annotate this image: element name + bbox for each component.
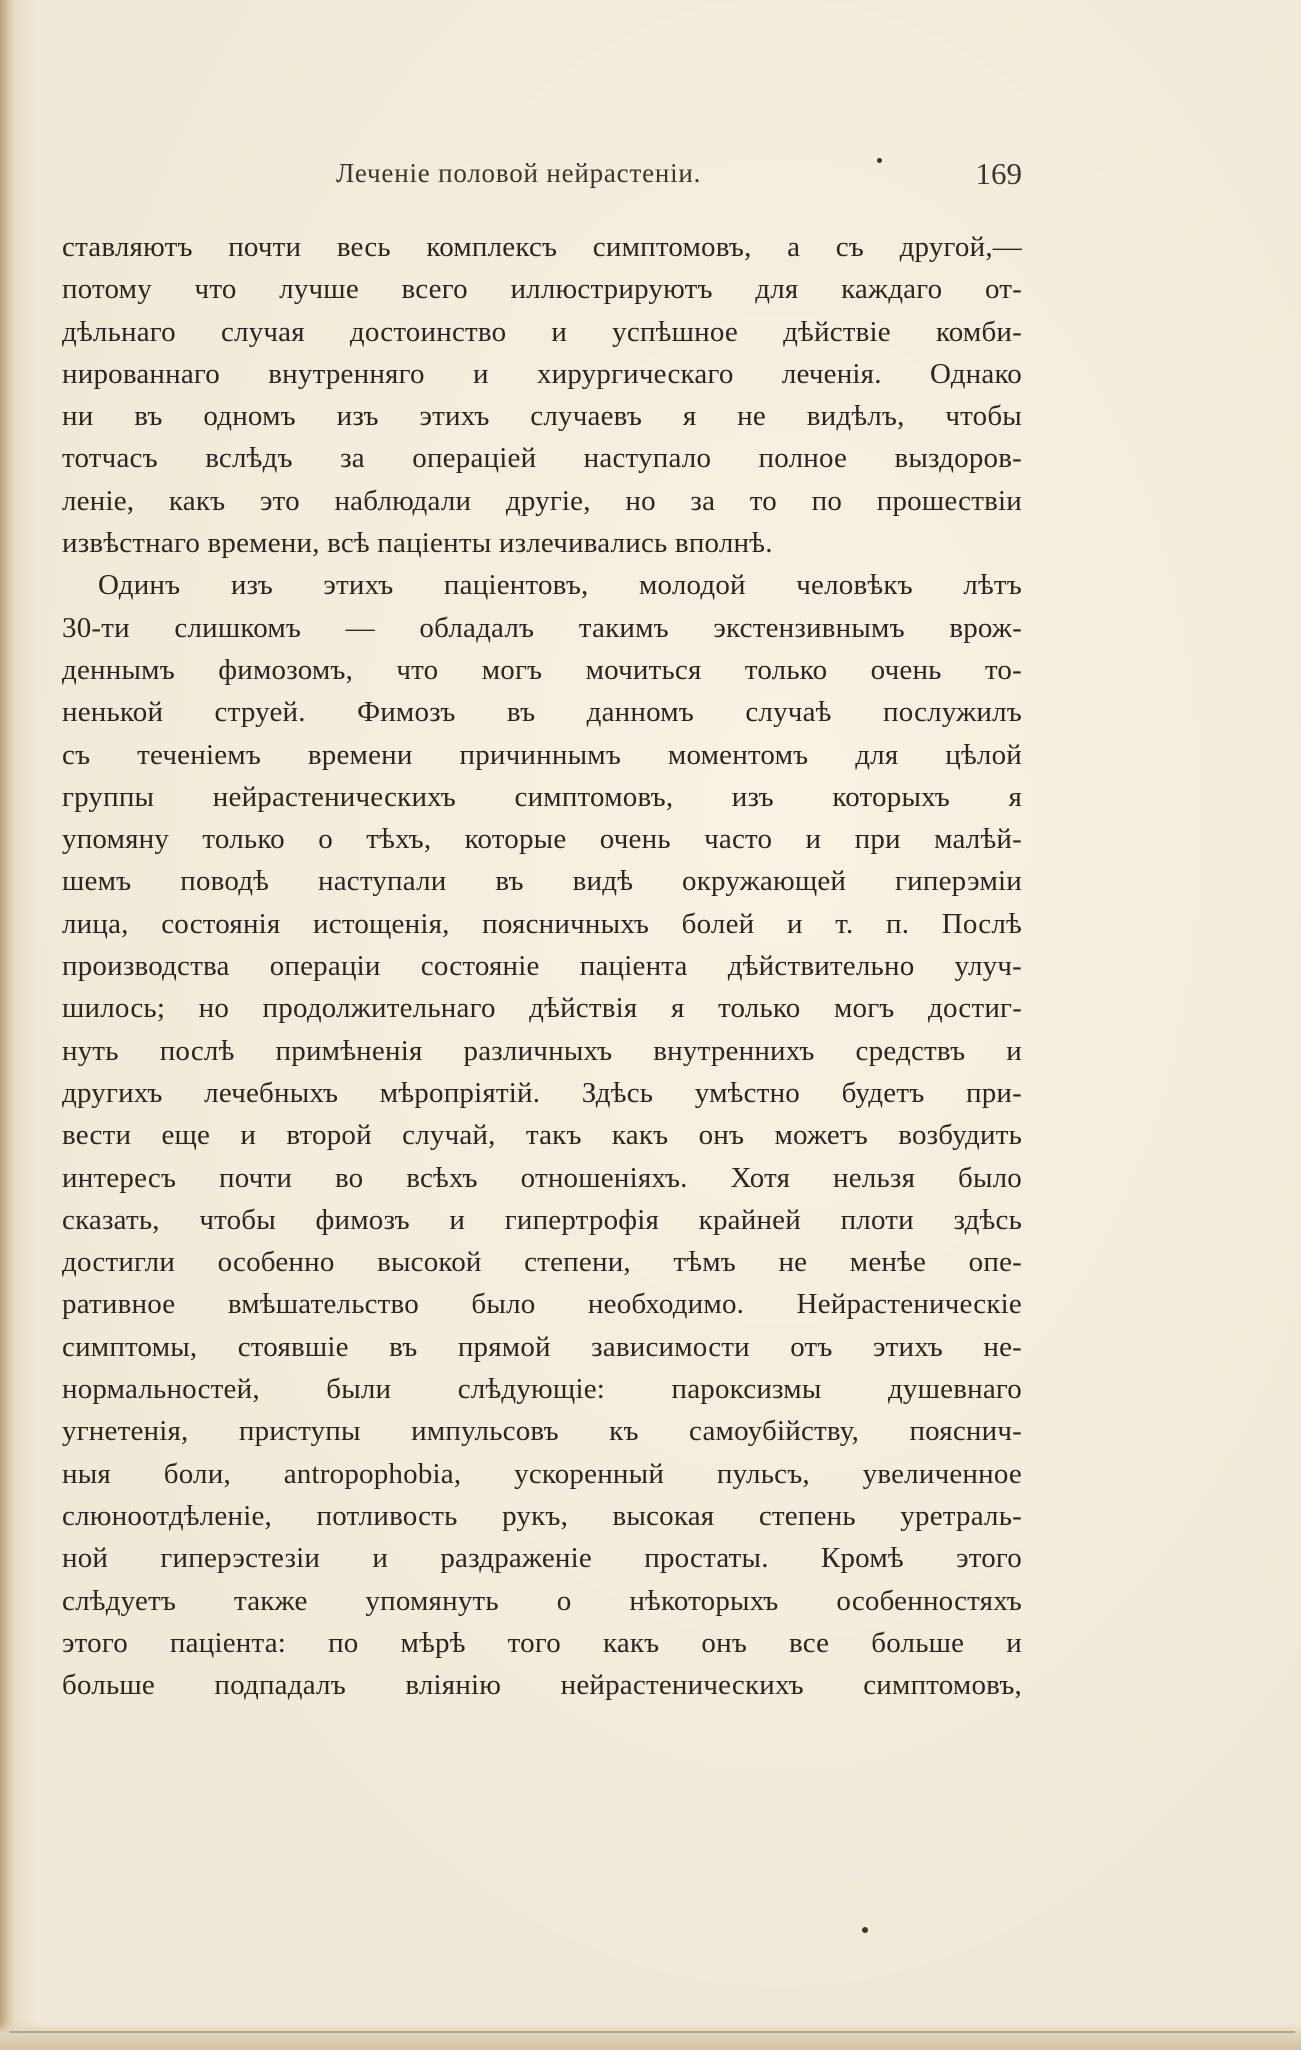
text-line: деннымъ фимозомъ, что могъ мочиться только очень то-	[62, 653, 1022, 686]
text-line: ни въ одномъ изъ этихъ случаевъ я не видѣлъ, чтобы	[62, 400, 1022, 433]
page-bottom-edge	[0, 2022, 1301, 2050]
text-line: ративное вмѣшательство было необходимо. Нейрастеническіе	[62, 1288, 1022, 1321]
text-line: нированнаго внутренняго и хирургическаго леченія. Однако	[62, 357, 1022, 390]
text-line: Одинъ изъ этихъ паціентовъ, молодой человѣкъ лѣтъ	[98, 569, 1022, 602]
text-line: нормальностей, были слѣдующіе: пароксизмы душевнаго	[62, 1373, 1022, 1406]
text-line: достигли особенно высокой степени, тѣмъ не менѣе опе-	[62, 1246, 1022, 1279]
text-line: съ теченіемъ времени причиннымъ моментомъ для цѣлой	[62, 738, 1022, 771]
text-line: больше подпадалъ вліянію нейрастеническихъ симптомовъ,	[62, 1669, 1022, 1702]
text-line: ненькой струей. Фимозъ въ данномъ случаѣ послужилъ	[62, 696, 1022, 729]
text-line: вести еще и второй случай, такъ какъ онъ можетъ возбудить	[62, 1119, 1022, 1152]
text-line: этого паціента: по мѣрѣ того какъ онъ все больше и	[62, 1626, 1022, 1659]
text-line: потому что лучше всего иллюстрируютъ для каждаго от-	[62, 273, 1022, 306]
text-line: нуть послѣ примѣненія различныхъ внутреннихъ средствъ и	[62, 1034, 1022, 1067]
ink-speck	[862, 1927, 868, 1933]
text-line: ставляютъ почти весь комплексъ симптомовъ, а съ другой,—	[62, 231, 1022, 263]
text-line: извѣстнаго времени, всѣ паціенты излечивались вполнѣ.	[62, 527, 773, 560]
ink-speck	[877, 158, 882, 163]
running-head: Леченіе половой нейрастеніи.	[336, 158, 702, 188]
text-line: упомяну только о тѣхъ, которые очень часто и при малѣй-	[62, 823, 1022, 856]
text-line: лица, состоянія истощенія, поясничныхъ болей и т. п. Послѣ	[62, 907, 1022, 940]
page-edge-shadow	[0, 0, 14, 2050]
text-line: ной гиперэстезіи и раздраженіе простаты. Кромѣ этого	[62, 1542, 1022, 1575]
body-text	[62, 226, 1022, 1706]
text-line: другихъ лечебныхъ мѣропріятій. Здѣсь умѣстно будетъ при-	[62, 1076, 1022, 1109]
page-header	[62, 158, 1022, 198]
text-line: ныя боли, antropophobia, ускоренный пульсъ, увеличенное	[62, 1457, 1022, 1490]
text-line: сказать, чтобы фимозъ и гипертрофія крайней плоти здѣсь	[62, 1203, 1022, 1236]
text-line: группы нейрастеническихъ симптомовъ, изъ которыхъ я	[62, 780, 1022, 813]
text-line: шемъ поводѣ наступали въ видѣ окружающей гиперэміи	[62, 865, 1022, 898]
page-number: 169	[975, 156, 1022, 191]
text-line: слюноотдѣленіе, потливость рукъ, высокая степень уретраль-	[62, 1499, 1022, 1532]
text-line: леніе, какъ это наблюдали другіе, но за то по прошествіи	[62, 484, 1022, 517]
text-line: дѣльнаго случая достоинство и успѣшное дѣйствіе комби-	[62, 315, 1022, 348]
text-line: производства операціи состояніе паціента дѣйствительно улуч-	[62, 950, 1022, 983]
text-line: шилось; но продолжительнаго дѣйствія я только могъ достиг-	[62, 992, 1022, 1025]
text-line: угнетенія, приступы импульсовъ къ самоубійству, пояснич-	[62, 1415, 1022, 1448]
text-line: симптомы, стоявшіе въ прямой зависимости отъ этихъ не-	[62, 1330, 1022, 1363]
text-line: тотчасъ вслѣдъ за операціей наступало полное выздоров-	[62, 442, 1022, 475]
page-bottom-rule	[10, 2031, 1295, 2033]
text-line: слѣдуетъ также упомянуть о нѣкоторыхъ особенностяхъ	[62, 1584, 1022, 1617]
text-line: интересъ почти во всѣхъ отношеніяхъ. Хотя нельзя было	[62, 1161, 1022, 1194]
text-line: 30-ти слишкомъ — обладалъ такимъ экстензивнымъ врож-	[62, 611, 1022, 644]
